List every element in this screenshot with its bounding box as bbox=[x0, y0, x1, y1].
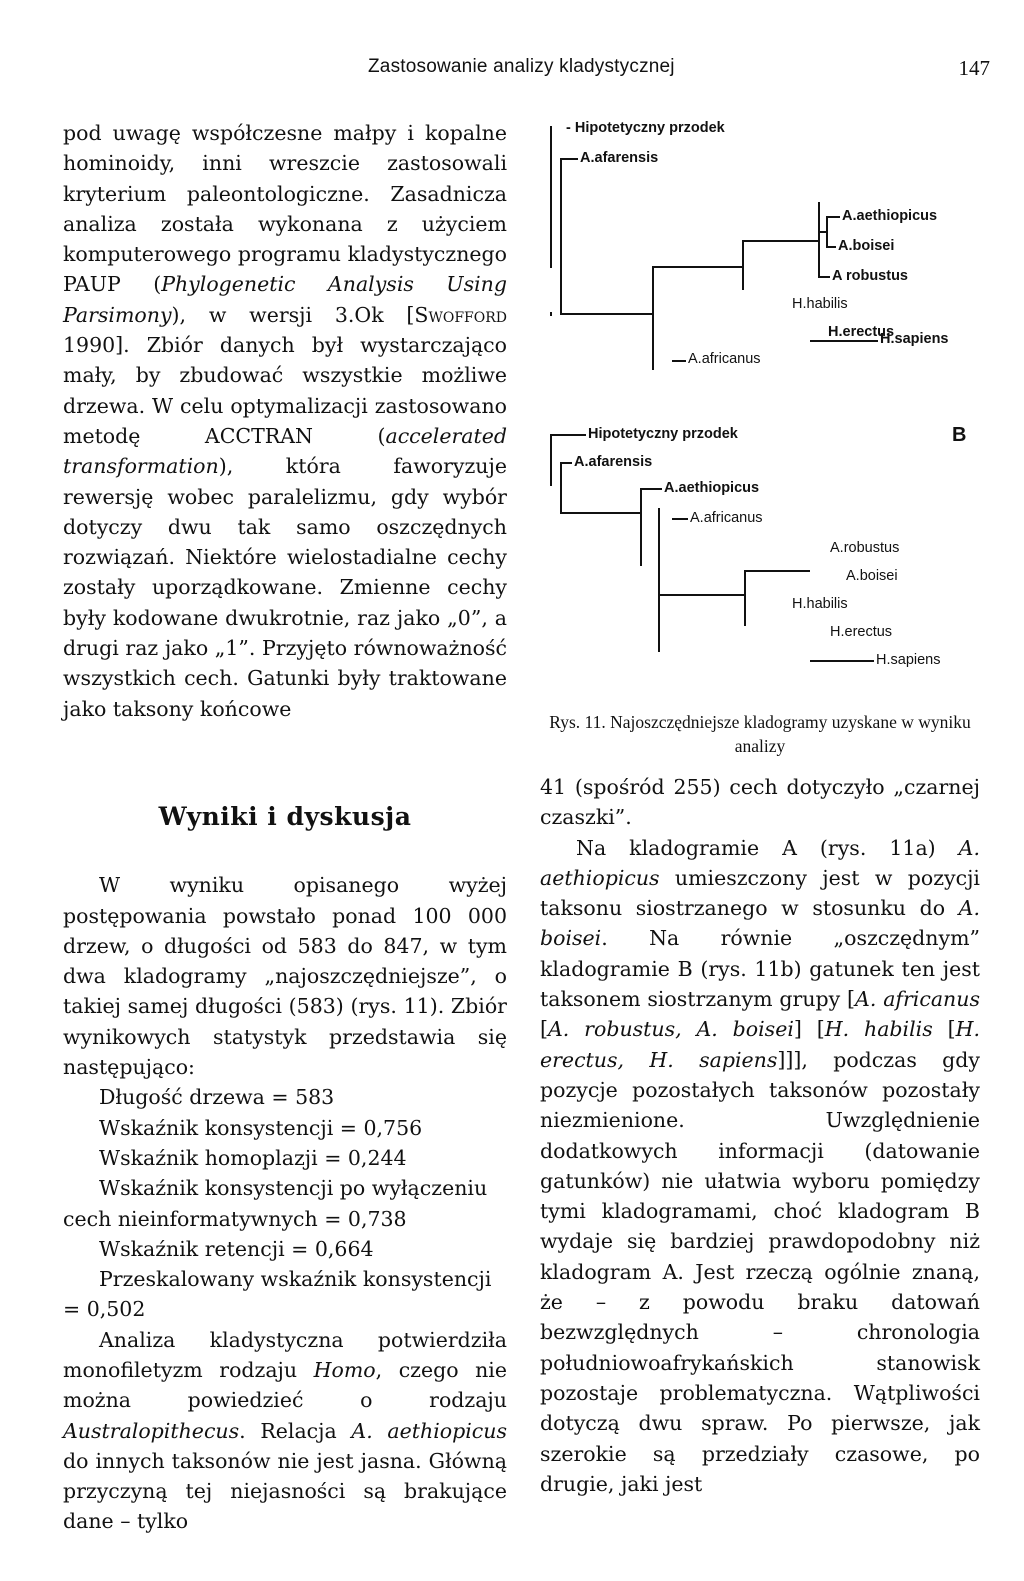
clado-a-label: A.boisei bbox=[838, 238, 895, 254]
stat-line: Wskaźnik retencji = 0,664 bbox=[99, 1236, 374, 1261]
figure-caption: Rys. 11. Najoszczędniejsze kladogramy uzyskane w wyniku analizy bbox=[549, 712, 971, 756]
clado-b-label: A.robustus bbox=[830, 540, 900, 556]
figure-letter-b: B bbox=[952, 424, 967, 446]
clado-b-label: A.aethiopicus bbox=[664, 480, 760, 496]
clado-a-label: - Hipotetyczny przodek bbox=[566, 120, 725, 136]
clado-a-label: H.erectus bbox=[828, 324, 895, 340]
clado-b-label: H.sapiens bbox=[876, 652, 941, 668]
stat-line: Przeskalowany wskaźnik konsystencji = 0,502 bbox=[63, 1267, 492, 1322]
statistics-list bbox=[63, 1082, 507, 1324]
running-header: Zastosowanie analizy kladystycznej bbox=[368, 56, 675, 77]
paragraph-cladogram-discussion: Na kladogramie A (rys. 11a) A. aethiopicus umieszczony jest w pozycji taksonu siostrzanego w stosunku do A. boisei. Na równie „oszczędnym” kladogramie B (rys. 11b) gatunek ten jest taksonem siostrzanym grupy [A. africanus [A. robustus, A. boisei] [H. habilis [H. erectus, H. sapiens]]], podczas gdy pozycje pozostałych taksonów pozostały niezmienione. Uwzględnienie dodatkowych informacji (datowanie gatunków) nie ułatwia wyboru pomiędzy tymi kladogramami, choć kladogram B wydaje się bardziej prawdopodobny niż kladogram A. Jest rzeczą ogólnie znaną, że – z powodu braku datowań bezwzględnych – chronologia południowoafrykańskich stanowisk pozostaje problematyczna. Wątpliwości dotyczą dwu spraw. Po pierwsze, jak szerokie są przedziały czasowe, po drugie, jaki jest bbox=[540, 835, 981, 1496]
paragraph-analysis: Analiza kladystyczna potwierdziła monofiletyzm rodzaju Homo, czego nie można powiedzieć o rodzaju Australopithecus. Relacja A. aethiopicus do innych taksonów nie jest jasna. Główną przyczyną tej niejasności są brakujące dane – tylko bbox=[63, 1327, 507, 1534]
cladogram-b bbox=[540, 420, 980, 680]
paragraph-continued: 41 (spośród 255) cech dotyczyło „czarnej czaszki”. bbox=[540, 775, 980, 830]
clado-b-label: A.afarensis bbox=[574, 454, 653, 470]
left-column bbox=[63, 118, 507, 1537]
clado-b-label: H.habilis bbox=[792, 596, 848, 612]
section-heading: Wyniki i dyskusja bbox=[158, 801, 412, 831]
stat-line: Wskaźnik homoplazji = 0,244 bbox=[99, 1145, 407, 1170]
clado-a-label: A.africanus bbox=[688, 351, 761, 367]
stat-line: Długość drzewa = 583 bbox=[99, 1085, 335, 1110]
clado-a-label: A robustus bbox=[832, 268, 908, 284]
paragraph-results: W wyniku opisanego wyżej postępowania powstało ponad 100 000 drzew, o długości od 583 do 847, w tym dwa kladogramy „najoszczędniejsze”, o takiej samej długości (583) (rys. 11). Zbiór wynikowych statystyk przedstawia się następująco: bbox=[63, 873, 507, 1080]
paragraph-intro: pod uwagę współczesne małpy i kopalne hominoidy, inni wreszcie zastosowali kryterium paleontologiczne. Zasadnicza analiza została wykonana z użyciem komputerowego programu kladystycznego PAUP (Phylogenetic Analysis Using Parsimony), w wersji 3.Ok [Swofford 1990]. Zbiór danych był wystarczająco mały, by zbudować wszystkie możliwe drzewa. W celu optymalizacji zastosowano metodę ACCTRAN (accelerated transformation), która faworyzuje rewersję wobec paralelizmu, gdy wybór dotyczy dwu tak samo oszczędnych rozwiązań. Niektóre wielostadialne cechy zostały uporządkowane. Zmienne cechy były kodowane dwukrotnie, raz jako „0”, a drugi raz jako „1”. Przyjęto równoważność wszystkich cech. Gatunki były traktowane jako taksony końcowe bbox=[63, 121, 507, 721]
clado-a-label: A.aethiopicus bbox=[842, 208, 938, 224]
cladogram-a bbox=[540, 118, 980, 378]
clado-b-label: A.africanus bbox=[690, 510, 763, 526]
clado-a-label: H.sapiens bbox=[880, 331, 949, 347]
stat-line: Wskaźnik konsystencji po wyłączeniu cech nieinformatywnych = 0,738 bbox=[63, 1176, 488, 1231]
clado-a-label: A.afarensis bbox=[580, 150, 659, 166]
stat-line: Wskaźnik konsystencji = 0,756 bbox=[99, 1115, 423, 1140]
clado-a-label: H.habilis bbox=[792, 296, 848, 312]
clado-b-label: A.boisei bbox=[846, 568, 898, 584]
clado-b-label: Hipotetyczny przodek bbox=[588, 426, 738, 442]
page-number: 147 bbox=[958, 56, 990, 80]
right-column bbox=[540, 772, 980, 1499]
clado-b-label: H.erectus bbox=[830, 624, 893, 640]
